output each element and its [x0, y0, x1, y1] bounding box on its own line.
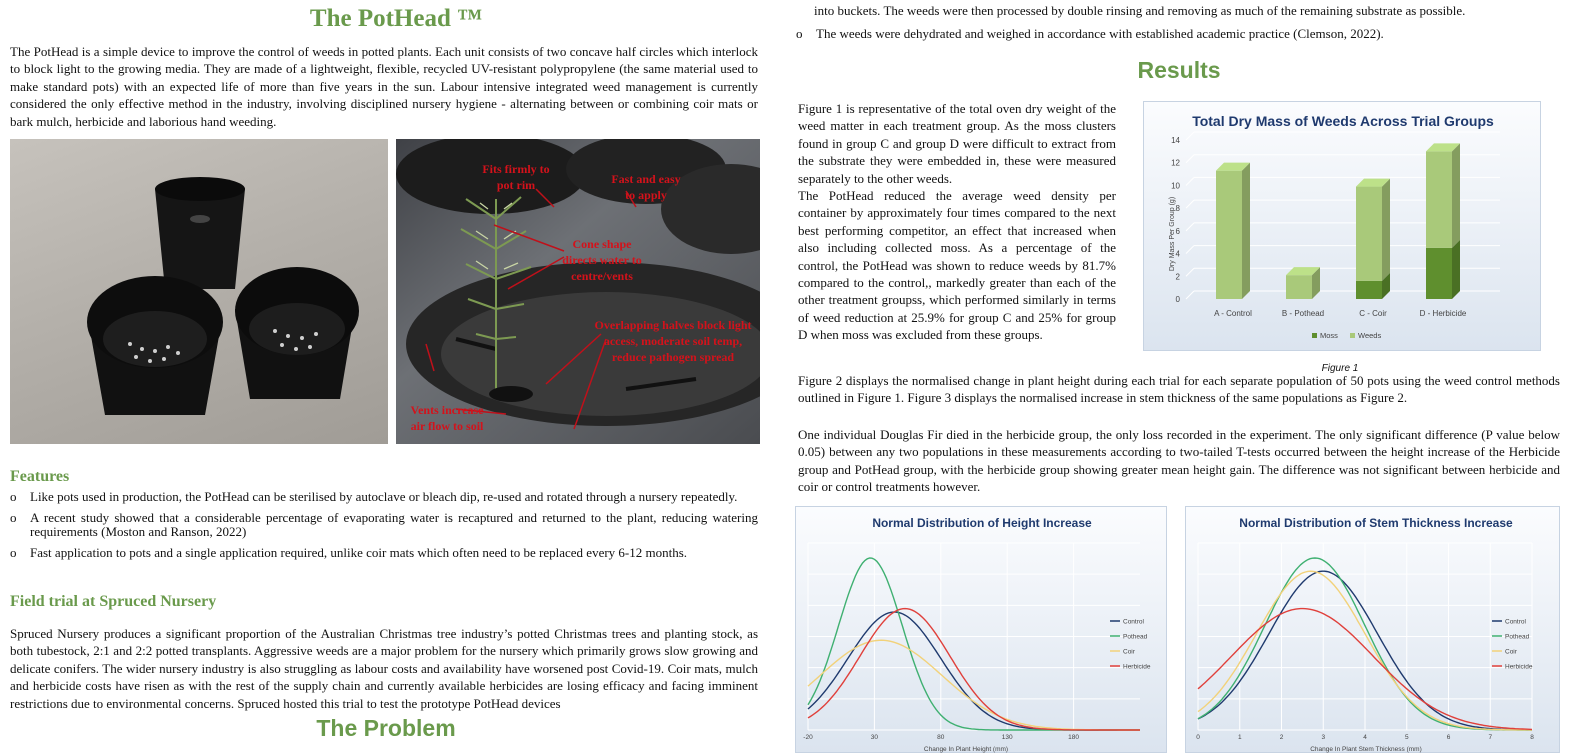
list-item: [796, 27, 1566, 41]
feature-text: A recent study showed that a considerable percentage of evaporating water is recaptured and returned to the plant, reducing watering requirements (Moston and Ranson, 2022): [30, 510, 758, 540]
stem-chart-svg: [1186, 507, 1561, 753]
stem-chart-title: Normal Distribution of Stem Thickness Increase: [1239, 516, 1513, 530]
results-heading: Results: [1137, 57, 1221, 83]
list-item: [10, 546, 758, 560]
x-tick-label: -20: [803, 734, 813, 741]
legend-entry: Coir: [1123, 648, 1135, 656]
field-trial-heading: Field trial at Spruced Nursery: [10, 593, 217, 610]
bullet-glyph: o: [796, 26, 803, 41]
stem-chart-xlabel: Change In Plant Stem Thickness (mm): [1310, 746, 1422, 753]
results-paragraph-3: Figure 2 displays the normalised change in plant height during each trial for each separate population of 50 pots using the weed control methods outlined in Figure 1. Figure 3 displays the normalised increase in stem thickness of the same populations as Figure 2.: [798, 373, 1560, 406]
grid-line: [1186, 268, 1194, 276]
results-paragraph-4: One individual Douglas Fir died in the herbicide group, the only loss recorded in the experiment. The only significant difference (P value below 0.05) between any two populations in these measurements according to two-tailed T-tests occurred between the height increase of the Herbicide group and PotHead group, with the herbicide group showing greater mean height gain. The difference was not significant between herbicide and coir or control treatments however.: [798, 427, 1560, 495]
grid-line: [1186, 200, 1194, 208]
photo-label-vents: Vents increase air flow to soil: [410, 403, 484, 434]
x-tick-label: 5: [1404, 734, 1409, 741]
x-category-label: C - Coir: [1359, 309, 1387, 318]
bar-chart-svg: [1144, 102, 1542, 352]
legend-entry: Weeds: [1358, 331, 1382, 340]
photo-label-cone: Cone shape directs water to centre/vents: [562, 237, 642, 284]
x-tick-label: 3: [1321, 734, 1326, 741]
x-tick-label: 80: [937, 734, 945, 741]
height-chart-title: Normal Distribution of Height Increase: [872, 516, 1092, 530]
results-text: [798, 100, 1116, 344]
features-list: [10, 490, 758, 567]
legend-swatch: [1312, 333, 1317, 338]
bar-weeds: [1426, 151, 1452, 248]
method-list: [796, 27, 1566, 48]
grid-line: [1186, 177, 1194, 185]
feature-text: Fast application to pots and a single application required, unlike coir mats which often need to be replaced every 6-12 months.: [30, 545, 688, 561]
results-paragraph-2: The PotHead reduced the average weed density per container by approximately four times compared to the next best performing competitor, an effect that increased when also including collected moss. As a percentage of the control, the PotHead was shown to reduce weeds by 81.7% compared to the control,, markedly greater than each of the other treatment groupss, which performed similarly in terms of weed reduction at 25.9% for group C and 25% for group D when moss was excluded from these groups.: [798, 188, 1116, 343]
bullet-glyph: o: [10, 545, 17, 561]
grid-line: [1186, 132, 1194, 140]
method-top-line: into buckets. The weeds were then processed by double rinsing and removing as much of the remaining substrate as possible.: [814, 3, 1466, 18]
legend-entry: Control: [1505, 618, 1526, 626]
bar-side: [1242, 163, 1250, 299]
x-tick-label: 130: [1001, 734, 1013, 741]
bar-weeds: [1286, 275, 1312, 299]
height-chart-xlabel: Change In Plant Height (mm): [923, 746, 1009, 753]
x-tick-label: 0: [1196, 734, 1200, 741]
bar-weeds: [1356, 187, 1382, 281]
feature-text: Like pots used in production, the PotHead can be sterilised by autoclave or bleach dip, re-used and rotated through a nursery repeatedly.: [30, 489, 738, 504]
bar-weeds: [1216, 171, 1242, 299]
figure-1-caption: Figure 1: [1321, 363, 1359, 373]
photo-pothead-annotated: [396, 139, 760, 444]
bar-side: [1452, 240, 1460, 299]
x-tick-label: 2: [1279, 734, 1284, 741]
x-tick-label: 7: [1488, 734, 1493, 741]
legend-entry: Coir: [1505, 648, 1517, 656]
legend-swatch: [1350, 333, 1355, 338]
x-category-label: D - Herbicide: [1419, 309, 1467, 318]
results-paragraph-1: Figure 1 is representative of the total oven dry weight of the weed matter in each treatment group. As the moss clusters found in group C and group D were difficult to extract from the substrate they were embedded in, these were measured separately to the other weeds.: [798, 101, 1116, 186]
grid-line: [1186, 246, 1194, 254]
bar-chart-ylabel: Dry Mass Per Group (g): [1169, 196, 1176, 272]
x-tick-label: 30: [870, 734, 879, 741]
x-tick-label: 8: [1530, 734, 1534, 741]
photo-pots-drawing: [10, 139, 388, 444]
x-category-label: A - Control: [1214, 309, 1252, 318]
legend-entry: Herbicide: [1505, 663, 1533, 671]
grid-line: [1186, 155, 1194, 163]
legend-entry: Moss: [1320, 331, 1338, 340]
y-tick-label: 12: [1171, 158, 1180, 168]
bar-moss: [1356, 281, 1382, 299]
features-heading: Features: [10, 468, 70, 485]
x-tick-label: 180: [1068, 734, 1080, 741]
y-tick-label: 6: [1175, 226, 1180, 236]
y-tick-label: 10: [1171, 181, 1180, 191]
problem-heading: The Problem: [316, 715, 456, 741]
poster-title: The PotHead ™: [309, 5, 483, 32]
list-item: [10, 490, 758, 504]
grid-line: [1186, 291, 1194, 299]
x-tick-label: 6: [1446, 734, 1451, 741]
height-chart-svg: [796, 507, 1168, 753]
figure-3-chart: [1185, 506, 1560, 753]
list-item: [10, 511, 758, 539]
y-tick-label: 14: [1171, 136, 1180, 145]
bar-moss: [1426, 248, 1452, 299]
grid-line: [1186, 223, 1194, 231]
figure-2-chart: [795, 506, 1167, 753]
bullet-glyph: o: [10, 510, 17, 526]
legend-entry: Pothead: [1123, 633, 1148, 641]
photo-pots: [10, 139, 388, 444]
x-tick-label: 4: [1363, 734, 1367, 741]
x-category-label: B - Pothead: [1281, 309, 1325, 318]
y-tick-label: 0: [1175, 295, 1180, 304]
photo-label-fits: Fits firmly to pot rim: [482, 162, 550, 193]
bar-side: [1382, 179, 1390, 281]
method-text: The weeds were dehydrated and weighed in accordance with established academic practice (Clemson, 2022).: [816, 26, 1384, 41]
legend-entry: Herbicide: [1123, 663, 1151, 671]
figure-1-chart: [1143, 101, 1541, 351]
photo-pothead-drawing: [396, 139, 760, 444]
series-line-control: [808, 612, 1140, 730]
bullet-glyph: o: [10, 489, 17, 504]
bar-side: [1452, 143, 1460, 248]
legend-entry: Control: [1123, 618, 1144, 626]
field-trial-paragraph: Spruced Nursery produces a significant proportion of the Australian Christmas tree industry’s potted Christmas trees and planting stock, as both tubestock, 2:1 and 2:2 potted transplants. Aggressive weeds are a major problem for the nursery which primarily grows slow growing and delicate conifers. The wider nursery industry is also struggling as labour costs and availability have worsened post Covid-19. Coir mats, mulch and herbicide costs have risen as with the rest of the supply chain and currently available herbicides are losing efficacy and facing imminent restrictions due to environmental concerns. Spruced hosted this trial to test the prototype PotHead devices: [10, 626, 758, 711]
bar-chart-title: Total Dry Mass of Weeds Across Trial Groups: [1192, 113, 1494, 129]
photo-label-fast: Fast and easy to apply: [611, 172, 681, 203]
legend-entry: Pothead: [1505, 633, 1530, 641]
series-line-coir: [808, 640, 1140, 730]
series-line-herbicide: [808, 609, 1140, 730]
photo-label-overlap: Overlapping halves block light access, moderate soil temp, reduce pathogen spread: [594, 318, 752, 365]
y-tick-label: 4: [1175, 249, 1180, 259]
intro-paragraph: The PotHead is a simple device to improve the control of weeds in potted plants. Each unit consists of two concave half circles which interlock to block light to the growing media. They are made of a lightweight, flexible, recycled UV-resistant polypropylene (the same material used to make standard pots) with an expected life of more than five years in the sun. Labour intensive integrated weed management is currently considered the only effective method in the industry, involving disciplined nursery hygiene - alternating between or combining coir mats or bark mulch, herbicide and laborious hand weeding.: [10, 44, 758, 129]
y-tick-label: 2: [1175, 272, 1180, 282]
x-tick-label: 1: [1237, 734, 1242, 741]
y-tick-label: 8: [1175, 204, 1180, 214]
